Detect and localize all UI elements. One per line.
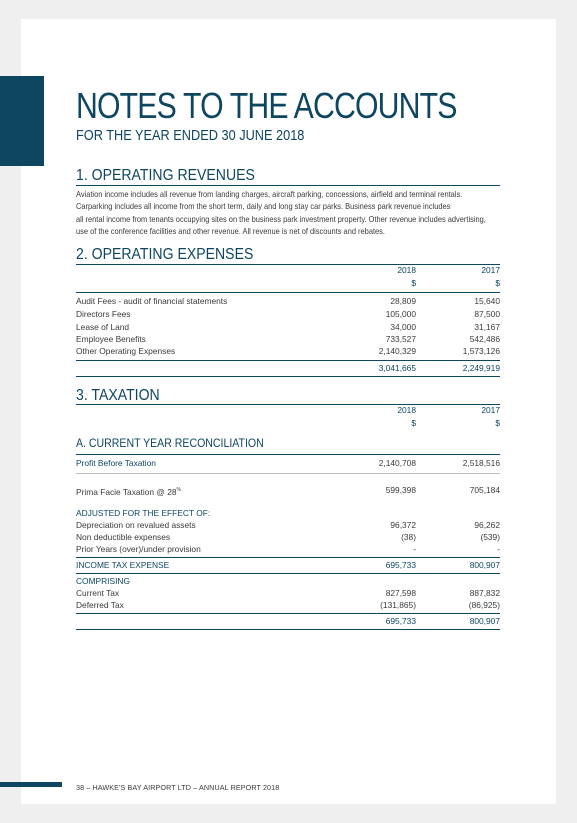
row-value-2017: 2,518,516 [462, 458, 500, 468]
row-label: INCOME TAX EXPENSE [76, 560, 170, 570]
section-heading-operating-revenues: 1. OPERATING REVENUES [76, 167, 255, 184]
column-header-years [76, 404, 500, 417]
row-value-2017: 542,486 [469, 334, 500, 344]
table-rule [76, 376, 500, 377]
page-title: NOTES TO THE ACCOUNTS [76, 85, 457, 126]
row-value-2017: 31,167 [474, 322, 500, 332]
row-label: Depreciation on revalued assets [76, 520, 196, 530]
row-label: Profit Before Taxation [76, 458, 156, 468]
row-label: Prior Years (over)/under provision [76, 544, 201, 554]
table-row [76, 295, 500, 308]
row-value-2017: 887,832 [469, 588, 500, 598]
row-value-2018: 105,000 [385, 309, 416, 319]
table-rule [76, 473, 500, 474]
page-footer: 38 – HAWKE'S BAY AIRPORT LTD – ANNUAL REPORT 2018 [76, 783, 280, 792]
row-label: Non deductible expenses [76, 532, 171, 542]
row-label: Employee Benefits [76, 334, 146, 344]
row-value-2017: 800,907 [469, 560, 500, 570]
footer-accent-bar [0, 782, 62, 787]
row-value-2017: (86,925) [468, 600, 500, 610]
table-row [76, 543, 500, 556]
row-value-2017: - [497, 544, 500, 554]
row-value-2018: 599,398 [385, 485, 416, 495]
row-value-2018: 34,000 [390, 322, 416, 332]
column-unit: $ [411, 278, 416, 288]
row-value-2017: 87,500 [474, 309, 500, 319]
adjusted-heading: ADJUSTED FOR THE EFFECT OF: [76, 508, 211, 518]
row-value-2017: 96,262 [474, 520, 500, 530]
total-2018: 3,041,665 [378, 363, 416, 373]
table-rule [76, 613, 500, 614]
row-value-2017: 705,184 [469, 485, 500, 495]
table-rule [76, 454, 500, 455]
operating-revenues-paragraph [76, 189, 504, 238]
table-total-row [76, 615, 500, 628]
row-value-2018: 28,809 [390, 296, 416, 306]
row-value-2018: - [413, 544, 416, 554]
current-year-reconciliation-heading: A. CURRENT YEAR RECONCILIATION [76, 436, 264, 450]
prima-label-text: Prima Facie Taxation @ 28 [76, 486, 177, 497]
profit-before-tax-row [76, 457, 500, 470]
row-value-2017: 1,573,126 [462, 346, 500, 356]
table-rule [76, 573, 500, 574]
page-subtitle: FOR THE YEAR ENDED 30 JUNE 2018 [76, 127, 305, 144]
column-unit: $ [411, 418, 416, 428]
income-tax-expense-row [76, 559, 500, 572]
section-rule [76, 185, 500, 186]
column-year-2017: 2017 [481, 265, 500, 275]
row-value-2018: 96,372 [390, 520, 416, 530]
comprising-heading: COMPRISING [76, 576, 130, 586]
column-year-2018: 2018 [397, 265, 416, 275]
column-header-units [76, 417, 500, 430]
column-header-years [76, 264, 500, 277]
paragraph-line: Carparking includes all income from the short term, daily and long stay car parks. Business park revenue includes [76, 202, 451, 212]
table-rule [76, 629, 500, 630]
row-label [76, 484, 181, 499]
row-value-2018: (38) [401, 532, 416, 542]
section-heading-operating-expenses: 2. OPERATING EXPENSES [76, 246, 254, 263]
row-value-2018: 2,140,708 [378, 458, 416, 468]
row-label: Lease of Land [76, 322, 130, 332]
column-unit: $ [495, 278, 500, 288]
row-label: Deferred Tax [76, 600, 124, 610]
paragraph-line: all rental income from tenants occupying sites on the business park investment property. Other revenue includes advertising, [76, 214, 486, 224]
table-rule [76, 292, 500, 293]
column-year-2017: 2017 [481, 405, 500, 415]
percent-superscript: % [176, 487, 181, 493]
row-label: Other Operating Expenses [76, 346, 176, 356]
row-value-2018: 827,598 [385, 588, 416, 598]
column-year-2018: 2018 [397, 405, 416, 415]
table-row [76, 599, 500, 612]
row-value-2018: (131,865) [380, 600, 416, 610]
column-unit: $ [495, 418, 500, 428]
row-value-2017: 15,640 [474, 296, 500, 306]
column-header-units [76, 277, 500, 290]
paragraph-line: Aviation income includes all revenue from landing charges, aircraft parking, concessions, airfield and terminal rentals. [76, 190, 463, 199]
row-value-2018: 2,140,329 [378, 346, 416, 356]
table-total-row [76, 362, 500, 375]
row-label: Current Tax [76, 588, 120, 598]
table-rule [76, 557, 500, 558]
total-2017: 800,907 [469, 616, 500, 626]
row-value-2018: 733,527 [385, 334, 416, 344]
side-accent-bar [0, 76, 44, 166]
total-2018: 695,733 [385, 616, 416, 626]
table-row [76, 308, 500, 321]
row-value-2018: 695,733 [385, 560, 416, 570]
prima-facie-row [76, 484, 500, 497]
table-rule [76, 360, 500, 361]
total-2017: 2,249,919 [462, 363, 500, 373]
paragraph-line: use of the conference facilities and other revenue. All revenue is net of discounts and rebates. [76, 226, 385, 236]
row-value-2017: (539) [480, 532, 500, 542]
row-label: Directors Fees [76, 309, 131, 319]
table-row [76, 345, 500, 358]
section-heading-taxation: 3. TAXATION [76, 387, 160, 404]
row-label: Audit Fees - audit of financial statements [76, 296, 228, 306]
